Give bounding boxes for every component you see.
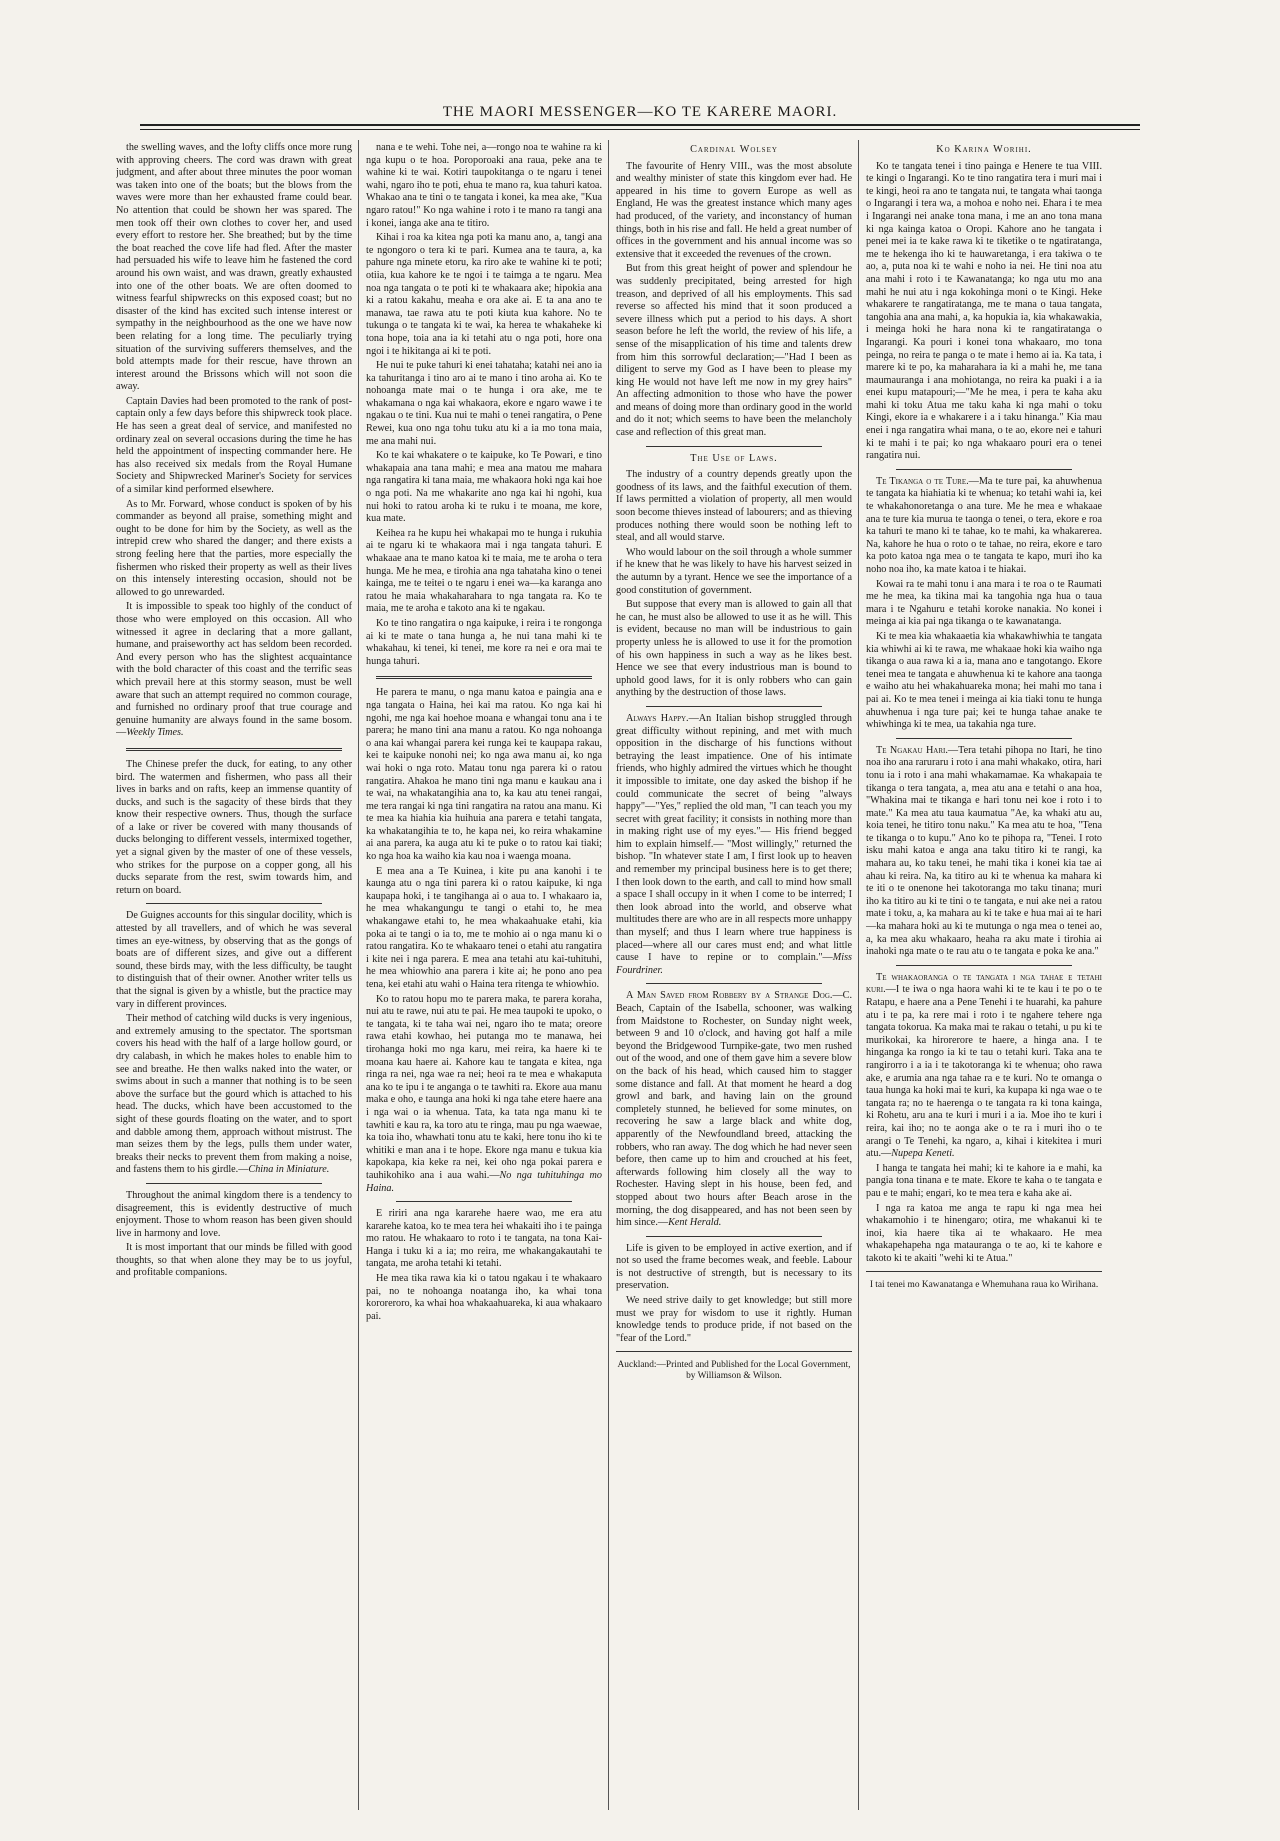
divider	[896, 469, 1072, 470]
paragraph: Throughout the animal kingdom there is a tendency to disagreement, this is evidently destructive of much enjoyment. Those to whom reason has been given should live in harmony and love.	[116, 1189, 352, 1239]
paragraph: Captain Davies had been promoted to the rank of post-captain only a few days before this shipwreck took place. He has seen a great deal of service, and manifested no ordinary zeal on several occasions during the time he has held the appointment of inspecting commander here. He has also received six medals from the Royal Humane Society and Shipwrecked Mariner's Society for services of a similar kind performed elsewhere.	[116, 395, 352, 496]
divider	[896, 738, 1072, 739]
section-divider	[376, 676, 592, 679]
paragraph: Ko te tino rangatira o nga kaipuke, i reira i te rongonga ai ki te mate o tana hunga a, he nui tana mahi ki te whakahau, ki tenei, ki tenei, me kore ra nei e ora mai te hunga tahuri.	[366, 617, 602, 667]
source-credit: China in Miniature.	[248, 1164, 330, 1176]
masthead-rule	[140, 124, 1140, 126]
run-in-heading: A Man Saved from Robbery by a Strange Dog.	[626, 990, 833, 1002]
run-in-heading: Te Tikanga o te Ture.	[876, 475, 969, 487]
duck-article	[116, 759, 352, 1280]
divider	[646, 706, 822, 707]
paragraph: He nui te puke tahuri ki enei tahataha; katahi nei ano ia ka tahuritanga i tino aro ai te mano i tino aroha ai. Ko te nohoanga mate mai o te hunga i ora ake, me te whakamana o nga kai whakaora, ekore e ngaro wawe i te ngakau o te tini. Kua nui te mahi o tenei rangatira, o Pene Rewei, kua ono nga tohu tuku atu ki a ia mo tona maia, me ana mahi nui.	[366, 360, 602, 447]
paragraph: Kowai ra te mahi tonu i ana mara i te roa o te Raumati me he mea, ka tikina mai ka tangohia nga hua o taua mara i te Ngahuru e tetahi koroke nanakia. No konei i meinga ai kia pai nga tikanga o te kawanatanga.	[866, 578, 1102, 628]
paragraph: I nga ra katoa me anga te rapu ki nga mea hei whakamohio i te hinengaro; otira, me whakanui ki te inoi, kia haere tika ai te whakaaro. He mea whakapehapeha nga matauranga o te ao, ki te kahore e takoto ki te akaiti "wehi ki te Atua."	[866, 1202, 1102, 1264]
article-shipwreck-end: the swelling waves, and the lofty cliffs once more rung with approving cheers. The cord was drawn with great judgment, and after about three minutes the poor woman was taken into one of the boats; but the blows from the waves were more than her exhausted frame could bear. No attention that could be shown her was spared. The men took off their own clothes to cover her, and used every effort to restore her. She breathed; but by the time the boat reached the cove life had fled. After the master had persuaded his wife to leave him he fastened the cord around his own waist, and was drawn, greatly exhausted into one of the other boats. We are often doomed to witness fearful shipwrecks on this exposed coast; but no disaster of the kind has excited such intense interest or sympathy in the neighbourhood as the one we have now been relating for a long time. The peculiarly trying situation of the surviving sufferers themselves, and the bold attempts made for their rescue, have thrown an interest around the Brissons which will not soon die away.	[116, 142, 352, 393]
paragraph	[866, 972, 1102, 1161]
column-rule	[858, 140, 859, 1810]
paragraph-text: It is impossible to speak too highly of the conduct of those who were employed on this occasion. All who witnessed it agree in declaring that a more gallant, humane, and praiseworthy act has seldom been recorded. And every person who has the slightest acquaintance with the bold character of this coast and the terrific seas which prevail here at this stormy season, must be well aware that such an attempt required no common courage, and furnished no ordinary proof that true courage and genuine humanity are always found in the same bosom.	[116, 601, 352, 726]
paragraph: Ko to ratou hopu mo te parera maka, te parera koraha, nui atu te rawe, nui atu te pai. He mea taupoki te upoko, o te tangata, ki te taha wai nei, ngaro iho te mata; oreore rawa etahi kowhao, hei putanga mo te manawa, hei tirohanga hoki mo nga karu, mei reira, ka haere ki te moana kau haere ai. Kahore kau te tangata e kitea, nga ringa ra nei, nga wae ra nei; heoi ra te mea e whakaputa ana ko te ipu i te anganga o te tawhiti ra. Ekore aua manu maka e oho, e taunga ana hoki ki nga tahe etere haere ana i nga wai o ia whenua. Tata, ka tata nga manu ki te tawhiti e kau ra, ka toro atu te ringa, mau pu nga waewae, ka toia iho, whawhati tonu atu te kaki, here tonu iho ki te whitiki e man ana i te hope. Ekore nga manu e tukua kia kapokapa, kia keke ra nei, kei oho nga pokai parera e tauhikohiko ana i aua wahi.—No nga tuhituhinga mo Haina.	[366, 993, 602, 1194]
paragraph	[866, 476, 1102, 577]
paragraph-text: —Tera tetahi pihopa no Itari, he tino noa iho ana raruraru i roto i ana mahi whakako, otira, hari tonu ia i roto i ana mahi whakamamae. Ka whakapaia te tikanga o tera tangata, a, mea atu ana e tetahi o ana hoa, "Whakina mai te tikanga e hari tonu nei koe i roto i to mate." Ka mea atu taua kaumatua "Ae, ka whaki atu au, koia tenei, he titiro tonu naku." Ka mea atu te hoa, "Tena te tikanga o to kupu." Ano ko te pihopa ra, "Tenei. I roto isku mahi katoa e anga ana taku titiro ki te rangi, ka mahara au, ko taku tenei, he mahi tika i konei kia tae ai ahau ki reira. Na, ka titiro au ki te whenua ka mahara ki te iti o te onenone hei takotoranga mo taku tinana; muri iho ka titiro au ki te tini o te tangata, e nui ake nei a ratou mate i toku, a, ka mahara au ki te take e hua mai ai te hari—ka mahara hoki au ki te mutunga o nga mea o tenei ao, a, ka mea aku whakaaro, heaha ra aku mate i tirohia ai inahoki nga mate o te rau atu o te tangata e poka ke ana."	[866, 744, 1102, 958]
paragraph: Life is given to be employed in active exertion, and if not so used the frame becomes weak, and feeble. Labour is not destructive of strength, but is necessary to its preservation.	[616, 1242, 852, 1292]
printer-imprint: Auckland:—Printed and Published for the Local Government, by Williamson & Wilson.	[617, 1360, 851, 1382]
source-credit: Miss Fourdriner.	[616, 952, 852, 976]
divider	[396, 1201, 572, 1202]
article-heading: Ko Karina Worihi.	[936, 144, 1032, 155]
paragraph	[616, 713, 852, 977]
paragraph: He mea tika rawa kia ki o tatou ngakau i te whakaaro pai, no te nohoanga noatanga iho, ka whai tona kororeroro, ka whai hoa whakaahuareka, ki aua whakaaro pai.	[366, 1273, 602, 1322]
run-in-heading: Te whakaoranga o te tangata i nga tahae e tetahi kuri.	[866, 971, 1102, 996]
paragraph-text: —I te iwa o nga haora wahi ki te te kau i te po o te Ratapu, e haere ana a Pene Tenehi i te huarahi, ka pahure atu i te pa, ka rere mai i roto i te ngahere tehere nga tangata tokorua. Ka maka mai te rakau o tetahi, u pu ki te murikokai, ka hirorerore te haere, a hinga ana. I te hinganga ka rongo ia ki te tau o tetahi kuri. Taka ana te rangirorro i a ia i te takotoranga ki te whenua; oho rawa ake, e arumia ana nga tahae ra e te kuri. No te omanga o taua hunga ka hoki mai te kuri, ka kupapa ki nga wae o te tangata ra; no te haerenga o te tangata ra ki tona kainga, ki Rohetu, aru ana te kuri i muri i a ia. Moe iho te kuri i reira, kai iho; no te aonga ake o te ra i muri iho o te arangi o Te Tenehi, ka ngaro, a, kihai i kitekitea i muri atu.—	[866, 984, 1102, 1160]
column-1	[116, 142, 352, 1782]
paragraph: Their method of catching wild ducks is very ingenious, and extremely amusing to the spectator. The sportsman covers his head with the half of a large hollow gourd, or dry calabash, in which he makes holes to enable him to see and breathe. He then walks naked into the water, or swims about in such a manner that nothing is to be seen above the surface but the gourd which is attached to his head. The ducks, which have been accustomed to the sight of these gourds floating on the water, and to sport and dabble among them, approach without mistrust. The man seizes them by the legs, pulls them under water, breaks their necks to prevent them from making a noise, and fastens them to his girdle.—China in Miniature.	[116, 1013, 352, 1176]
paragraph: E mea ana a Te Kuinea, i kite pu ana kanohi i te kaunga atu o nga tini parera ki o ratou kaipuke, ki nga kaupapa hoki, i te tangihanga ai o aua to. I whakaaro ia, he mea whakangungu te tangi o etahi to, he mea whakangawe etahi to, he mea whakaahuake etahi, kia poka ai te tangi o ia to, me te mohio ai o nga manu ki o ratou rangatira. Ko te whakaaro tenei o etahi atu rangatira i kite nei i nga parera. E mea ana tetahi atu kai-tuhituhi, he mea whiowhio ana parera i kite ai; he pono ano pea tena, kei etahi atu wahi o Haina tera ritenga te whiowhio.	[366, 865, 602, 990]
paragraph: E ririri ana nga kararehe haere wao, me era atu kararehe katoa, ko te mea tera hei whakaiti iho i te painga mo ratou. He whakaaro to roto i te tangata, na tona Kai-Hanga i tuku ki a ia; mo reira, me whakangakautahi te tangata, me aroha tetahi ki tetahi.	[366, 1208, 602, 1270]
paragraph: The industry of a country depends greatly upon the goodness of its laws, and the faithful execution of them. If laws permitted a violation of property, all men would soon become thieves instead of labourers; and as thieving produces nothing there would soon be nothing left to steal, and all would starve.	[616, 469, 852, 544]
masthead-rule-thin	[140, 129, 1140, 130]
divider	[896, 965, 1072, 966]
column-rule	[608, 140, 609, 1810]
column-2	[366, 142, 602, 1782]
paragraph: Kihai i roa ka kitea nga poti ka manu ano, a, tangi ana te ngongoro o tera ki te pari. Kumea ana te taura, a, ka pahure nga minete etoru, ka riro ake te wahine ki te poti; otiia, kua kahore ke te ngoi i te taimga a te ngaru. Mea noa nga tangata o te poti ki te whakaara ake; hipokia ana ki a ratou kakahu, meaha e ora ake ai. E ta ana ano te manawa, tae rawa atu te poti kiuta kua kahore. No te tukunga o te tangata ki te wai, ka herea te whakaheke ki tona hope, toia ana ia ki tetahi atu o nga poti, hore ona ngoi i te hikitanga ai ki te poti.	[366, 232, 602, 357]
column-4	[866, 142, 1102, 1802]
divider	[646, 446, 822, 447]
paragraph-text: Their method of catching wild ducks is very ingenious, and extremely amusing to the spectator. The sportsman covers his head with the half of a large hollow gourd, or dry calabash, in which he makes holes to enable him to see and breathe. He then walks naked into the water, or swims about in such a manner that nothing is to be seen above the surface but the gourd which is attached to his head. The ducks, which have been accustomed to the sight of these gourds floating on the water, and to sport and dabble among them, approach without mistrust. The man seizes them by the legs, pulls them under water, breaks their necks to prevent them from making a noise, and fastens them to his girdle.	[116, 1013, 352, 1176]
paragraph: But from this great height of power and splendour he was suddenly precipitated, being arrested for high treason, and deprived of all his employments. This sad reverse so affected his mind that it soon produced a severe illness which put a period to his days. A short season before he left the world, the review of his life, a sense of the misapplication of his time and talents drew from him this sorrowful declaration;—"Had I been as diligent to serve my God as I have been to please my king He would not have left me now in my grey hairs" An affecting admonition to those who have the power and means of doing more than ordinary good in the world and do it not; which seems to have been the melancholy case and reflection of this great man.	[616, 263, 852, 439]
run-in-heading: Te Ngakau Hari.	[876, 744, 948, 756]
paragraph: He parera te manu, o nga manu katoa e paingia ana e nga tangata o Haina, hei kai ma ratou. Ko nga kai hi ngohi, me nga kai hoehoe moana e whangai tonu ana i te parera; he mano tini ana manu a ratou. Ko nga nohoanga o ana kai whangai parera kei runga kei te kaupapa rakau, kei te kaipuke nonohi nei; ko nga awa manu ai, ko nga wai hoki o nga roto. Matau tonu nga parera ki o ratou rangatira. Ahakoa he mano tini nga manu e kaukau ana i te wai, na whakatangihia ana to, ka kau atu tenei rangai, me tera rangai ki nga tini rangatira na ratou ana manu. Ki te mea ka hiahia kia huihuia ana parera e tetahi tangata, ka whakatangihia te to, he kapa nei, ko reira whakamine ai ana parera, ka auga atu ki te puke o to ratou kai tiaki; ko nga hoa ka waiho kia kau noa i waenga moana.	[366, 687, 602, 863]
source-credit: Kent Herald.	[668, 1217, 722, 1229]
paragraph: nana e te wehi. Tohe nei, a—rongo noa te wahine ra ki nga kupu o te hoa. Poroporoaki ana raua, peke ana te wahine ki te wai. Kotiri taupokitanga o te ngaru i tenei wahi, ngaro iho te poti, ehua te mano ra, kua tahuri katoa. Whakao ana te tini o te tangata i konei, ka mea ake, "Kua ngaro ratou!" Ko nga wahine i roto i te mano ra tangi ana i konei, ianga ake ana te titiro.	[366, 142, 602, 229]
divider	[146, 1183, 322, 1184]
section-divider	[126, 748, 342, 751]
paragraph: De Guignes accounts for this singular docility, which is attested by all travellers, and of which he was several times an eye-witness, by observing that as the gongs of boats are of different sizes, and give out a different sound, these birds may, with the less difficulty, be taught to distinguish that of their owner. Another writer tells us that the signal is given by a whistle, but the practice may vary in different provinces.	[116, 910, 352, 1010]
paragraph-text: Ko to ratou hopu mo te parera maka, te parera koraha, nui atu te rawe, nui atu te pai. He mea taupoki te upoko, o te tangata, ki te taha wai nei, ngaro iho te mata; oreore rawa etahi kowhao, hei putanga mo te manawa, hei tirohanga hoki mo nga karu, mei reira, ka haere ki te moana kau haere ai. Kahore kau te tangata e kitea, nga ringa ra nei, nga wae ra nei; heoi ra te mea e whakaputa ana ko te ipu i te anganga o te tawhiti ra. Ekore aua manu maka e oho, e taunga ana hoki ki nga tahe etere haere ana i nga wai o ia whenua. Tata, ka tata nga manu ki te tawhiti e kau ra, ka toro atu te ringa, mau pu nga waewae, ka toia iho, whawhati tonu atu te kaki, here tonu iho ki te whitiki e man ana i te hope. Ekore nga manu e tukua kia kapokapa, kia keke ra nei, kei oho nga pokai parera e tauhikohiko ana i aua wahi.	[366, 993, 602, 1181]
article-heading: Cardinal Wolsey	[690, 144, 778, 155]
paragraph: Who would labour on the soil through a whole summer if he knew that he was likely to have his harvest seized in the autumn by a tyrant. Hence we see the importance of a good constitution of government.	[616, 546, 852, 596]
paragraph: It is impossible to speak too highly of the conduct of those who were employed on this occasion. All who witnessed it agree in declaring that a more gallant, humane, and praiseworthy act has seldom been recorded. And every person who has the slightest acquaintance with the bold character of this coast and the terrific seas which prevail here at this stormy season, must be well aware that such an attempt required no common courage, and furnished no ordinary proof that true courage and genuine humanity are always found in the same bosom.—Weekly Times.	[116, 601, 352, 739]
printer-imprint: I tai tenei mo Kawanatanga e Whemuhana raua ko Wirihana.	[869, 1280, 1099, 1291]
paragraph: The favourite of Henry VIII., was the most absolute and wealthy minister of state this kingdom ever had. He appeared in his time to govern Europe as well as England, He was the greatest instance which many ages had produced, of the variety, and inconstancy of human things, both in his rise and fall. He held a great number of offices in the government and his annual income was so extensive that it exceeded the revenues of the crown.	[616, 160, 852, 260]
paragraph: I hanga te tangata hei mahi; ki te kahore ia e mahi, ka pangia tona tinana e te mate. Ekore te kaha o te tangata e pau e te mahi; engari, ko te mea tera e kaha ake ai.	[866, 1162, 1102, 1199]
divider	[616, 1351, 852, 1352]
divider	[646, 1236, 822, 1237]
paragraph: As to Mr. Forward, whose conduct is spoken of by his commander as beyond all praise, something might and ought to be done for him by the Society, as well as the intrepid crew who shared the danger; and there exists a strong feeling here that the parties, more especially the fishermen who risked their property as well as their lives on this intensely interesting occasion, should not be allowed to go unrewarded.	[116, 498, 352, 598]
paragraph: The Chinese prefer the duck, for eating, to any other bird. The watermen and fishermen, who pass all their lives in barks and on rafts, keep an immense quantity of ducks, and such is the sagacity of these birds that they know their respective owners. Thus, though the surface of a lake or river be covered with many thousands of ducks belonging to different vessels, intermixed together, yet a signal given by the master of one of these vessels, who strikes for the purpose on a copper gong, all his ducks separate from the rest, swim towards him, and return on board.	[116, 758, 352, 896]
column-3	[616, 142, 852, 1802]
paragraph: But suppose that every man is allowed to gain all that he can, he must also be allowed to use it as he will. This is evident, because no man will be industrious to gain property unless he is allowed to use it for the promotion of his own happiness in such a way as he likes best. Hence we see that every industrious man is bound to uphold good laws, for it is only robbers who can gain anything by the destruction of those laws.	[616, 599, 852, 699]
paragraph: It is most important that our minds be filled with good thoughts, so that when alone they may be to us joyful, and profitable companions.	[116, 1242, 352, 1279]
source-credit: Weekly Times.	[126, 727, 184, 739]
masthead: THE MAORI MESSENGER—KO TE KARERE MAORI.	[442, 104, 838, 120]
paragraph: Ko te kai whakatere o te kaipuke, ko Te Powari, e tino whakapaia ana tana mahi; e mea ana matou me mahara nga rangatira ki tana maia, me whakaora hoki nga kai hoe o nga poti. Na me whakarite ano nga kai hi ngohi, kua nui hoki to ratou aroha ki te ruku i te moana, me kore, kua mate.	[366, 450, 602, 525]
run-in-heading: Always Happy.	[626, 712, 689, 724]
divider	[646, 983, 822, 984]
paragraph: Ki te mea kia whakaaetia kia whakawhiwhia te tangata kia whiwhi ai ki te rawa, me whakaae hoki kia waiho nga tikanga o aua rawa ki a ia, mana ano e tangotango. Ekore tenei mea te tangata e ahuwhenua ki te kahore ana taonga e waiho atu hei whakahuareka mona; hei mahi mo tana i pai ai. Ko te mea tenei i meinga ai kia tiaki tonu te hunga ahuwhenua i nga ture pai; kei te hunga tahae anake te whiwhinga ki te mea, ua takahia nga ture.	[866, 630, 1102, 731]
paragraph	[866, 745, 1102, 959]
paragraph-text: —An Italian bishop struggled through great difficulty without repining, and met with much opposition in the discharge of his functions without betraying the least impatience. One of his intimate friends, who highly admired the virtues which he thought it impossible to imitate, one day asked the bishop if he could communicate the secret of being "always happy"—"Yes," replied the old man, "I can teach you my secret with great facility; it consists in nothing more than in making right use of my eyes."— His friend begged him to explain himself.— "Most willingly," returned the bishop. "In whatever state I am, I first look up to heaven and remember my principal business here is to get there; I then look down to the earth, and call to mind how small a space I shall occupy in it when I come to be interred; I then look abroad into the world, and observe what multitudes there are who are in all respects more unhappy than myself; and thus I learn where true happiness is placed—where all our cares must end; and what little cause I have to repine or to complain."—	[616, 712, 852, 964]
source-credit: No nga tuhituhinga mo Haina.	[366, 1169, 602, 1194]
source-credit: Nupepa Keneti.	[891, 1148, 955, 1160]
paragraph-text: —Ma te ture pai, ka ahuwhenua te tangata ka hiahiatia ki te whenua; ko tetahi wahi ia, kei te whakahonoretanga o ana ture. Me he mea e whakaae ana te ture kia murua te taonga o tenei, o tera, ekore e roa ka tahuri te mano ki te tahae, ko te mahi, ka whakarerea. Na, kahore he hua o roto o te tahae, no reira, ekore e taro ka poto katoa nga mea o te tangata te kapo, muri iho ka noho noa iho, ka mate katoa i te hiakai.	[866, 475, 1102, 575]
paragraph	[616, 990, 852, 1229]
article-heading: The Use of Laws.	[690, 452, 778, 464]
paragraph: Keihea ra he kupu hei whakapai mo te hunga i rukuhia ai te ngaru ki te whakaora mai i nga tangata tahuri. E whakaae ana te mano katoa ki te maia, me te aroha o tera hunga. Me he mea, e tirohia ana nga tahataha kino o tenei kainga, me te teitei o te ngaru i enei wa—ka karanga ano ratou he maia whakaharahara to nga tangata ra. Ko te maia, me te aroha e takoto ana ki te ngakau.	[366, 527, 602, 615]
paragraph: Ko te tangata tenei i tino painga e Henere te tua VIII. te kingi o Ingarangi. Ko te tino rangatira tera i muri mai i te kingi, heoi ra ano te tangata nui, te tangata whai taonga o Ingarangi i tera wa, a mohoa e noho nei. Ehara i te mea i Ingarangi nei anake tona mana, i me an ano tona mana ki nga kainga katoa o Oropi. Kahore ano he tangata i penei mei ia te kake rawa ki te tiketike o te ngatiratanga, me te hekenga iho ki te hauwaretanga, i era takiwa o te ao, a, puta noa ki te wahi e noho ia nei. He tini noa atu ana mahi i roto i te Kawanatanga; ko nga utu mo ana mahi he nui atu i nga kokohinga moni o te Kingi. Heke whakarere te rangatiratanga, me te mana o taua tangata, tangohia ana ana mahi, a, ka hopukia ia, kia whakawakia, i meinga hoki he hara nona ki te rangatiratanga o Ingarangi. Ka pouri i konei tona whakaaro, mo tona peinga, no reira te panga o te mate i hemo ai ia. Ka tata, i marere ki te po, ka maharahara ia ki a mahi he, me tana maumauranga i ana mohiotanga, no reira ka puaki i a ia enei kupu matapouri;—"Me he mea, i pera te kaha aku mahi ki toku Atua me taku kaha ki nga mahi o toku Kingi, ekore ia e whakarere i a i taku hinanga." Kia mau enei i nga rangatira whai mana, o te ao, ekore nei e tahuri ki te mahi i te pai; ko nga whakaaro pouri era o tenei rangatira nui.	[866, 160, 1102, 462]
divider	[146, 903, 322, 904]
paragraph: We need strive daily to get knowledge; but still more must we pray for wisdom to use it rightly. Human knowledge tends to produce pride, if not based on the "fear of the Lord."	[616, 1295, 852, 1344]
divider	[866, 1271, 1102, 1272]
column-rule	[358, 140, 359, 1810]
paragraph-text: —C. Beach, Captain of the Isabella, schooner, was walking from Maidstone to Rochester, on Sunday night week, between 9 and 10 o'clock, and having got half a mile beyond the Bridgewood Turnpike-gate, two men rushed out of the wood, and one of them gave him a severe blow on the back of his head, which caused him to stagger some distance and fall. At that moment he heard a dog growl and bark, and having lain on the ground completely stunned, he believed for some minutes, on recovering he saw a large black and white dog, apparently of the Newfoundland breed, attacking the robbers, who ran away. The dog which he had never seen before, then came up to him and crouched at his feet, afterwards following him closely all the way to Rochester. Having slept in his house, been fed, and stopped about two hours after Beach arose in the morning, the dog disappeared, and has not been seen by him since.—	[616, 990, 852, 1229]
